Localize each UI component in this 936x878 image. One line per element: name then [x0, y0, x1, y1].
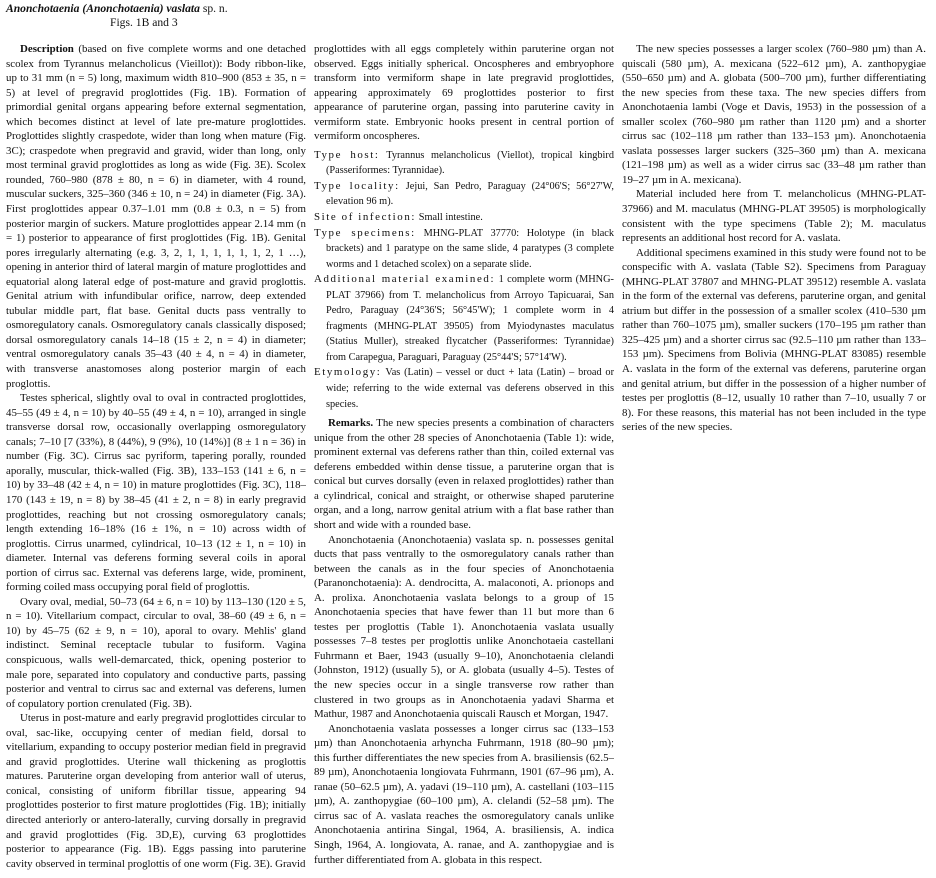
type-locality-label: Type locality:: [314, 179, 400, 192]
type-locality-text: Jejui, San Pedro, Paraguay (24°06'S; 56°27'W, elevation 96 m).: [326, 180, 614, 208]
remarks-paragraph-1: [314, 416, 614, 532]
description-paragraph-4: Uterus in post-mature and early pregravid proglottides circular to oval, sac-like, occupying center of median field, dorsal to vitellarium, expanding to occupy posterior median field in pregravid and gravid proglottides. Uterine wall thickening as proglottis matures. Paruterine organ developing from anterior wall of uterus, conical, consisting of uniform fibrillar tissue, appearing 94 proglottides posterior to first mature proglottides (Fig. 1B); initially directed anteriorly or antero-laterally, curving dorsally in pregravid and gravid proglottides (Fig. 3D,E), curving 63 proglottides posterior to appearance (Fig. 1B). Eggs passing into paruterine cavity observed in terminal proglottis of one worm (Fig. 3E). Gravid: [6, 712, 306, 870]
remarks-paragraph-4: The new species possesses a larger scolex (760–980 µm) than A. quiscali (580 µm), A. mexicana (522–612 µm), A. zanthopygiae (550–650 µm) and A. globata (500–700 µm), further differentiating the new species from these taxa. The new species differs from Anonchotaenia lambi (Voge et Davis, 1953) in the possession of a smaller scolex (760–980 µm rather than 1120 µm) and a shorter cirrus sac (102–118 µm rather than 133–153 µm). Anonchotaenia vaslata possesses larger suckers (325–360 µm) than A. mexicana (121–198 µm) as well as a wider cirrus sac (33–48 µm rather than 19–27 µm in A. mexicana).: [622, 43, 926, 186]
additional-material-label: Additional material examined:: [314, 273, 496, 286]
description-text-1: (based on five complete worms and one detached scolex from Tyrannus melancholicus (Vieillot)): Body ribbon-like, up to 31 mm (n = 5) long, maximum width 810–900 (853 ± 35, n = 5) at level of pregravid proglottides (Fig. 1B). Formation of primordial genital organs appearing before external segmentation, which becomes distinct at level of late pre-mature proglottides. Proglottides slightly craspedote, wider than long when mature (Fig. 3C); craspedote when pregravid and gravid, wider than long, only most terminal gravid proglottides as long as wide (Fig. 3E). Scolex rounded, 760–980 (878 ± 80, n = 6) in diameter, with 4 round, muscular suckers, 325–360 (346 ± 10, n = 24) in diameter (Fig. 3A). First proglottides appear 0.37–1.01 mm (0.8 ± 0.3, n = 5) from posterior margin of suckers. Mature proglottides appear 2.14 mm (n = 1) posterior to appearance of first proglottides (Fig. 1B). Genital pores irregularly alternating (e.g. 3, 2, 1, 1, 1, 1, 1, 1, 2, 1 …), opening in anterior third of lateral margin of mature proglottides and equatorial along lateral edge of post-mature and gravid proglottis. Genital atrium with infundibular orifice, narrow, deep extended tubular middle part, flat base. Genital ducts pass ventrally to osmoregulatory canals. Osmoregulatory canals classically disposed; dorsal osmoregulatory canals 14–18 (15 ± 2, n = 4) in diameter; ventral osmoregulatory canals 35–43 (40 ± 4, n = 4) in diameter, with transverse anastomoses along posterior margin of each proglottis.: [6, 43, 306, 390]
site-infection-entry: [314, 210, 614, 226]
remarks-paragraph-6: Additional specimens examined in this study were found not to be conspecific with A. vaslata (Table S2). Specimens from Paraguay (MHNG-PLAT 37807 and MHNG-PLAT 39512) resemble A. vaslata in the form of the external vas deferens, paruterine organ, and genital atrium but differ in the possession of a smaller scolex (410–530 µm rather than 760–1075 µm), smaller suckers (170–195 µm rather than 325–425 µm) and a shorter cirrus sac (92.5–110 µm rather than 133–153 µm). Specimens from Bolivia (MHNG-PLAT 83085) resemble A. vaslata in the form of the external vas deferens, paruterine organ and genital atrium, but differ in the possession of a higher number of testes per proglottis (8–12, usually 10 rather than 7–10, usually 7 or 8). For these reasons, this material has not been included in the type series of the new species.: [622, 246, 926, 434]
description-paragraph-4-cont: proglottides with all eggs completely within paruterine organ not observed. Eggs initially spherical. Oncospheres and embryophore transform into vermiform shape in late pregravid proglottides, appearing approximately 69 proglottides posterior to first appearance of paruterine organ, passing into paruterine cavity in vermiform state. Embryonic hooks present in central portion of vermiform oncospheres.: [314, 43, 614, 143]
figure-reference: Figs. 1B and 3: [110, 16, 178, 29]
etymology-text: Vas (Latin) – vessel or duct + lata (Latin) – broad or wide; referring to the wide external vas deferens observed in this species.: [326, 367, 614, 410]
text-column-2: [314, 42, 614, 872]
remarks-paragraph-5: Material included here from T. melancholicus (MHNG-PLAT-37966) and M. maculatus (MHNG-PLAT 39505) is morphologically consistent with the type specimens (Table 2); M. maculatus represents an additional host record for A. vaslata.: [622, 188, 926, 245]
site-infection-label: Site of infection:: [314, 211, 416, 224]
text-column-3: [622, 42, 926, 872]
type-locality-entry: [314, 179, 614, 210]
description-label: Description: [20, 43, 74, 55]
etymology-label: Etymology:: [314, 366, 382, 379]
remarks-paragraph-2: Anonchotaenia (Anonchotaenia) vaslata sp. n. possesses genital ducts that pass ventrally to the osmoregulatory canals rather than between the canals as in the four species of Anonchotaenia (Paranonchotaenia): A. dendrocitta, A. malaconoti, A. prionops and A. prolixa. Anonchotaenia vaslata belongs to a group of 15 Anonchotaenia species that have fewer than 11 but more than 6 testes per proglottis (Table 1). Anonchotaenia vaslata usually possesses 7–8 testes per proglottis unlike Anonchotaeia castellani Fuhrmann et Baer, 1943 (usually 9–10), Anonchotaenia clelandi (Johnston, 1912) (usually 5), or A. globata (usually 4–5). Testes of the new species occur in a single transverse row rather than clustered in two groups as in Anonchotaenia yadavi Sharma et Mathur, 1987 and Anonchotaenia quiscali Rausch et Morgan, 1947.: [314, 533, 614, 721]
type-specimens-entry: [314, 226, 614, 273]
type-specimens-text: MHNG-PLAT 37770: Holotype (in black brackets) and 1 paratype on the same slide, 4 paratypes (3 complete worms and 1 detached scolex) on a separate slide.: [326, 227, 614, 270]
description-paragraph-2: Testes spherical, slightly oval to oval in contracted proglottides, 45–55 (49 ± 4, n = 10) by 40–55 (49 ± 4, n = 10), arranged in single transverse dorsal row, occasionally overlapping osmoregulatory canals; 7–10 [7 (33%), 8 (44%), 9 (9%), 10 (14%)] (8 ± 1 n = 36) in number (Fig. 3C). Cirrus sac pyriform, tapering porally, rounded aporally, muscular, thick-walled (Fig. 3B), 133–153 (141 ± 6, n = 10) by 33–48 (42 ± 4, n = 10) in mature proglottides (Fig. 3C), 118–170 (143 ± 19, n = 8) by 38–45 (41 ± 2, n = 8) in early pregravid proglottides, reaching but not crossing osmoregulatory canals; length extending 16–18% (16 ± 1%, n = 10) across width of proglottis. Cirrus unarmed, cylindrical, 10–13 (12 ± 1, n = 10) in diameter. Internal vas deferens forming several coils in aporal portion of cirrus sac. External vas deferens large, wide, prominent, forming coiled mass occupying poral field of proglottis.: [6, 392, 306, 594]
additional-material-entry: [314, 272, 614, 365]
type-host-label: Type host:: [314, 148, 380, 161]
additional-material-text: 1 complete worm (MHNG-PLAT 37966) from T. melancholicus from Arroyo Tapicuarai, San Pedro, Paraguay (24°36'S; 56°45'W); 1 complete worm in 4 fragments (MHNG-PLAT 39505) from Myiodynastes maculatus (Statius Muller), streaked flycatcher (Passeriformes: Tyrannidae) from Carapegua, Paraguari, Paraguay (25°44'S; 57°14'W).: [326, 274, 614, 363]
description-paragraph-1: [6, 42, 306, 391]
species-title: Anonchotaenia (Anonchotaenia) vaslata: [6, 2, 200, 15]
type-host-text: Tyrannus melancholicus (Viellot), tropical kingbird (Passeriformes: Tyrannidae).: [326, 149, 614, 177]
description-paragraph-3: Ovary oval, medial, 50–73 (64 ± 6, n = 10) by 113–130 (120 ± 5, n = 10). Vitellarium compact, circular to oval, 38–60 (49 ± 6, n = 10) by 45–75 (62 ± 9, n = 10), aporal to ovary. Mehlis' gland indistinct. Seminal receptacle tubular to fusiform. Vagina conspicuous, walls well-demarcated, thick, opening posterior to male pore, separated into copulatory and conductive parts, passing posterior and ventral to cirrus sac and external vas deferens, lumen of copulatory portion crenulated (Fig. 3B).: [6, 595, 306, 710]
species-suffix: sp. n.: [202, 2, 228, 15]
remarks-text-1: The new species presents a combination of characters unique from the other 28 species of Anonchotaenia (Table 1): wide, prominent external vas deferens rather than thin, coiled external vas deferens embedded within dense tissue, a paruterine organ that is conical but curves dorsally (even in relaxed proglottides) rather than a cylindrical, conical and straight, or otherwise shaped paruterine organ, and a long, narrow genital atrium with a flat base rather than short and wide with a rounded base.: [314, 417, 614, 531]
etymology-entry: [314, 365, 614, 412]
type-host-entry: [314, 148, 614, 179]
text-column-1: [6, 42, 306, 872]
type-specimens-label: Type specimens:: [314, 226, 416, 239]
remarks-label: Remarks.: [328, 417, 374, 430]
site-infection-text: Small intestine.: [418, 212, 483, 224]
species-header: [6, 2, 228, 30]
remarks-paragraph-3: Anonchotaenia vaslata possesses a longer cirrus sac (133–153 µm) than Anonchotaenia arhyncha Fuhrmann, 1918 (80–90 µm); this further differentiates the new species from A. brasiliensis (62.5–89 µm), Anonchotaenia longiovata Fuhrmann, 1901 (67–96 µm), A. ranae (50–62.5 µm), A. yadavi (19–110 µm), A. castellani (103–115 µm), A. zanthopygiae (60–100 µm), A. clelandi (52–58 µm). The cirrus sac of A. vaslata reaches the osmoregulatory canals unlike Anonchotaenia antirina Singal, 1964, A. brasiliensis, A. indica Singh, 1964, A. longiovata, A. ranae, and A. zanthopygiae and is further differentiated from A. globata in this respect.: [314, 722, 614, 866]
